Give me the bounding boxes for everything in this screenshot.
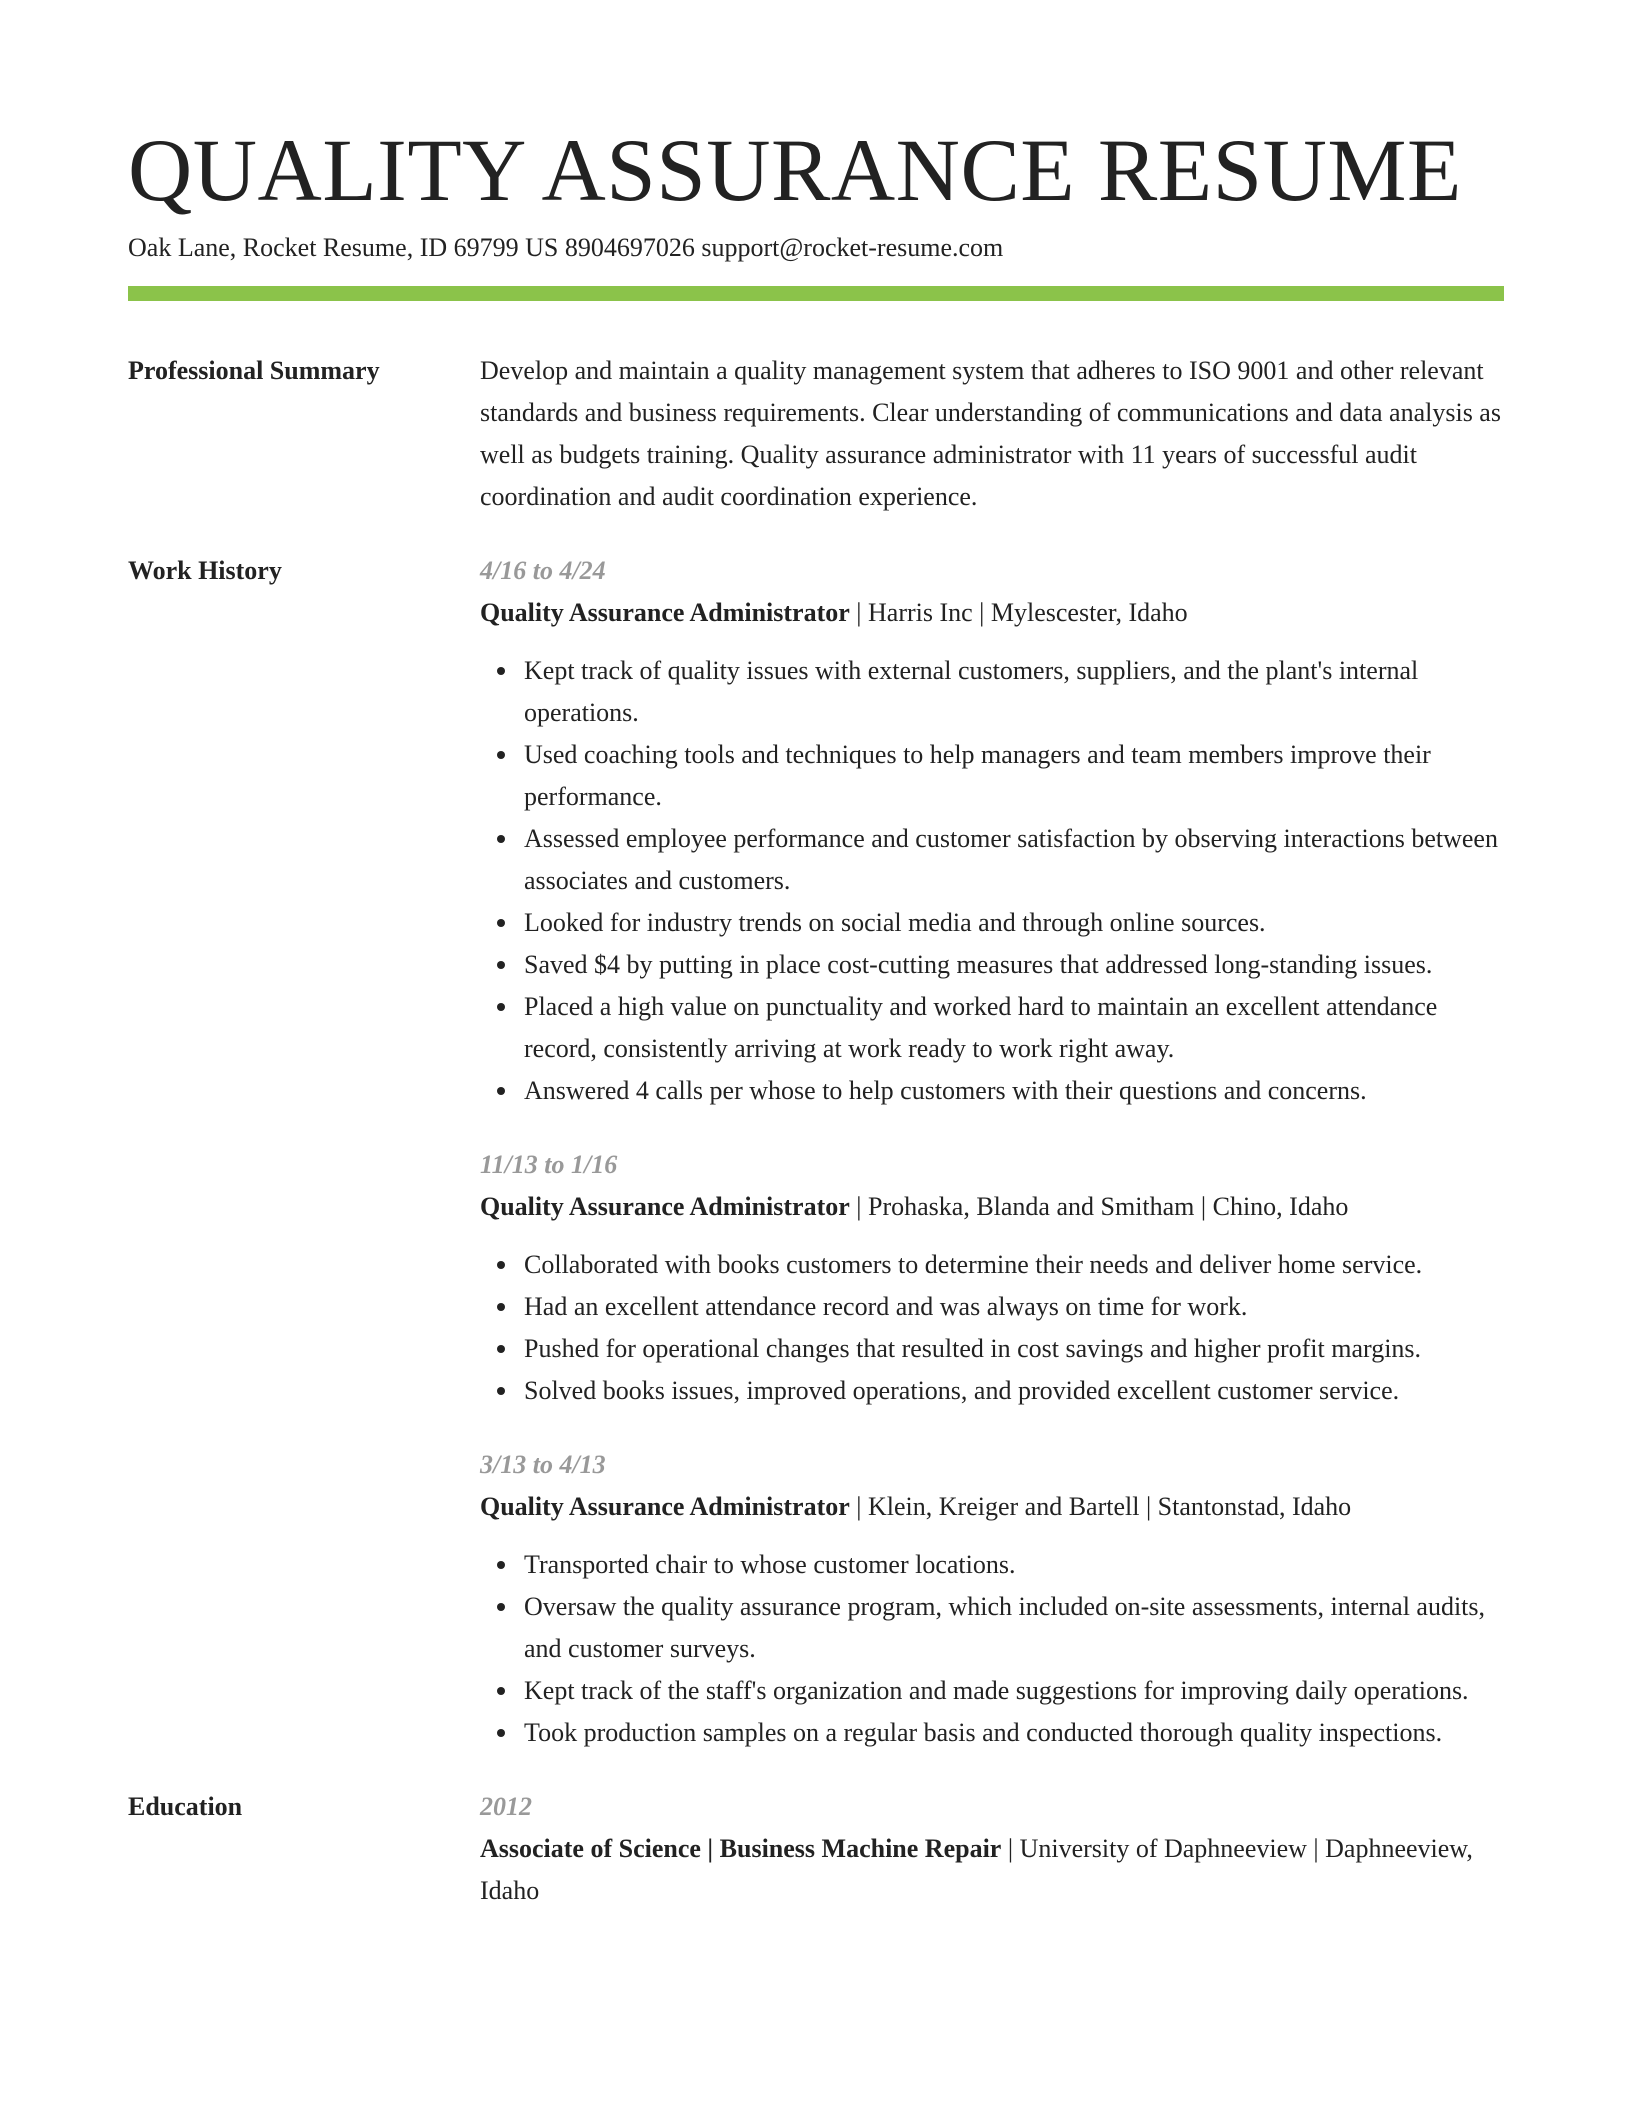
resume-sections xyxy=(128,350,1504,1912)
job-bullet: Transported chair to whose customer locations. xyxy=(524,1544,1504,1586)
summary-body xyxy=(480,350,1504,518)
education-details: | University of Daphneeview | Daphneeview, Idaho xyxy=(480,1834,1473,1905)
education-heading: Education xyxy=(128,1792,243,1821)
job-bullet: Collaborated with books customers to determine their needs and deliver home service. xyxy=(524,1244,1504,1286)
job-dates: 11/13 to 1/16 xyxy=(480,1150,618,1179)
education-line xyxy=(480,1828,1504,1912)
education-section xyxy=(128,1786,1504,1912)
job-bullet: Placed a high value on punctuality and worked hard to maintain an excellent attendance record, consistently arriving at work ready to work right away. xyxy=(524,986,1504,1070)
education-body xyxy=(480,1786,1504,1912)
job-role-line xyxy=(480,1186,1504,1228)
job-title: Quality Assurance Administrator xyxy=(480,1192,850,1221)
job-dates: 3/13 to 4/13 xyxy=(480,1450,606,1479)
contact-line: Oak Lane, Rocket Resume, ID 69799 US 8904697026 support@rocket-resume.com xyxy=(128,233,1004,262)
job-title: Quality Assurance Administrator xyxy=(480,1492,850,1521)
job-bullets xyxy=(480,650,1504,1112)
job-entry xyxy=(480,1444,1504,1754)
summary-text: Develop and maintain a quality management system that adheres to ISO 9001 and other relevant standards and business requirements. Clear understanding of communications and data analysis as well as budgets training. Quality assurance administrator with 11 years of successful audit coordination and audit coordination experience. xyxy=(480,356,1501,511)
job-bullet: Kept track of quality issues with external customers, suppliers, and the plant's internal operations. xyxy=(524,650,1504,734)
work-history-heading: Work History xyxy=(128,556,282,585)
resume-title: QUALITY ASSURANCE RESUME xyxy=(128,122,1462,220)
job-role-line xyxy=(480,1486,1504,1528)
job-entry xyxy=(480,550,1504,1112)
summary-heading: Professional Summary xyxy=(128,356,380,385)
job-bullet: Had an excellent attendance record and was always on time for work. xyxy=(524,1286,1504,1328)
job-bullet: Answered 4 calls per whose to help customers with their questions and concerns. xyxy=(524,1070,1504,1112)
job-entry xyxy=(480,1144,1504,1412)
education-degree: Associate of Science | Business Machine Repair xyxy=(480,1834,1002,1863)
job-details: | Harris Inc | Mylescester, Idaho xyxy=(849,598,1188,627)
header-divider xyxy=(128,286,1504,301)
job-bullet: Kept track of the staff's organization and made suggestions for improving daily operations. xyxy=(524,1670,1504,1712)
job-bullet: Took production samples on a regular basis and conducted thorough quality inspections. xyxy=(524,1712,1504,1754)
work-history-section xyxy=(128,550,1504,1786)
job-details: | Klein, Kreiger and Bartell | Stantonstad, Idaho xyxy=(849,1492,1352,1521)
job-bullet: Assessed employee performance and customer satisfaction by observing interactions between associates and customers. xyxy=(524,818,1504,902)
work-history-body xyxy=(480,550,1504,1786)
job-title: Quality Assurance Administrator xyxy=(480,598,850,627)
education-year: 2012 xyxy=(480,1792,532,1821)
job-bullet: Solved books issues, improved operations, and provided excellent customer service. xyxy=(524,1370,1504,1412)
job-dates: 4/16 to 4/24 xyxy=(480,556,606,585)
job-bullets xyxy=(480,1544,1504,1754)
job-bullet: Looked for industry trends on social media and through online sources. xyxy=(524,902,1504,944)
job-bullet: Used coaching tools and techniques to help managers and team members improve their performance. xyxy=(524,734,1504,818)
job-role-line xyxy=(480,592,1504,634)
job-bullets xyxy=(480,1244,1504,1412)
job-details: | Prohaska, Blanda and Smitham | Chino, Idaho xyxy=(849,1192,1349,1221)
job-bullet: Saved $4 by putting in place cost-cutting measures that addressed long-standing issues. xyxy=(524,944,1504,986)
job-bullet: Oversaw the quality assurance program, which included on-site assessments, internal audits, and customer surveys. xyxy=(524,1586,1504,1670)
job-bullet: Pushed for operational changes that resulted in cost savings and higher profit margins. xyxy=(524,1328,1504,1370)
summary-section xyxy=(128,350,1504,518)
